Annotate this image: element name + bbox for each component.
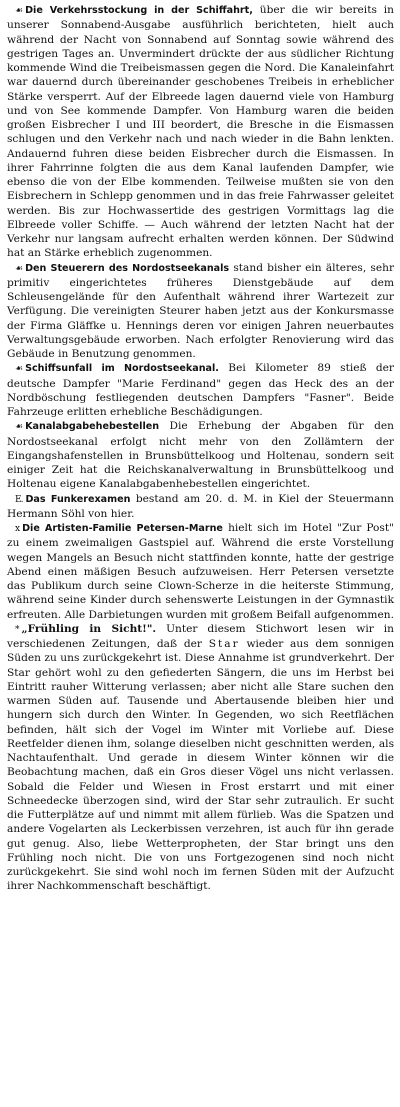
- article-steuerer: [7, 261, 394, 362]
- article-body-part: Unter diesem Stichwort lesen wir in verschiedenen Zeitungen, daß der: [7, 622, 394, 650]
- article-headline: Das Funkerexamen: [25, 493, 131, 505]
- article-body: über die wir bereits in unserer Sonnabend-Ausgabe ausführlich berichteten, hielt auch während der Nacht von Sonnabend auf Sonntag sowie während des gestrigen Tages an. Unvermindert drückte der aus südlicher Richtung kommende Wind die Treibeismassen gegen die Nord. Die Kanaleinfahrt war dauernd durch übereinander geschobenes Treibeis in erheblicher Stärke versperrt. Auf der Elbreede lagen dauernd viele von Hamburg und von See kommende Dampfer. Von Hamburg waren die beiden großen Eisbrecher I und III beordert, die Bresche in die Eismassen schlugen und den Verkehr nach und nach wieder in die Bahn lenkten. Andauernd fuhren diese beiden Eisbrecher durch die Eismassen. In ihrer Fahrrinne folgten die aus dem Kanal laufenden Dampfer, wie ebenso die von der Elbe kommenden. Teilweise mußten sie von den Eisbrechern in Schlepp genommen und in das freie Fahrwasser geleitet werden. Bis zur Hochwassertide des gestrigen Vormittags lag die Elbreede voller Schiffe. — Auch während der letzten Nacht hat der Verkehr nur langsam aufrecht erhalten werden können. Der Südwind hat an Stärke erheblich zugenommen.: [7, 4, 395, 260]
- article-funkerexamen: [7, 492, 394, 522]
- article-headline: Die Artisten-Familie Petersen-Marne: [22, 523, 223, 534]
- article-verkehrsstockung: [7, 3, 394, 261]
- ornament-icon: ☙: [15, 422, 23, 433]
- article-body: bestand am 20. d. M. in Kiel der Steuermann Hermann Söhl von hier.: [7, 492, 394, 520]
- article-headline: Die Verkehrsstockung in der Schiffahrt,: [25, 5, 253, 16]
- article-artisten: [7, 521, 394, 622]
- article-marker: x: [15, 524, 20, 534]
- article-fruehling: [7, 622, 394, 894]
- article-marker: *: [15, 624, 19, 635]
- article-headline: Schiffsunfall im Nordostseekanal.: [25, 363, 219, 375]
- article-body: stand bisher ein älteres, sehr primitiv eingerichtetes früheres Dienstgebäude auf dem Schleusengelände für den Aufenthalt während ihrer Wartezeit zur Verfügung. Die vereinigten Steurer haben jetzt aus der Konkursmasse der Firma Gläffke u. Hennings deren vor einigen Jahren neuerbautes Verwaltungsgebäude erworben. Nach erfolgter Renovierung wird das Gebäude in Benutzung genommen.: [7, 261, 395, 360]
- article-kanalabgaben: [7, 419, 394, 491]
- article-body: Die Erhebung der Abgaben für den Nordostseekanal erfolgt nicht mehr von den Zollämtern der Eingangshafenstellen in Brunsbüttelkoog und Holtenau, sondern seit einiger Zeit hat die Reichskanalverwaltung in Brunsbüttelkoog und Holtenau eigene Kanalabgabenhebestellen eingerichtet.: [7, 420, 394, 491]
- article-marker: E.: [15, 494, 23, 505]
- article-headline: „Frühling in Sicht!".: [21, 622, 157, 635]
- ornament-icon: ☙: [15, 6, 23, 16]
- article-schiffsunfall: [7, 361, 394, 419]
- article-headline: Den Steuerern des Nordostseekanals: [25, 262, 230, 274]
- article-body: Bei Kilometer 89 stieß der deutsche Dampfer "Marie Ferdinand" gegen das Heck des an der Nordböschung festliegenden deutschen Dampfers "Fasner". Beide Fahrzeuge erlitten erhebliche Beschädigungen.: [7, 362, 394, 418]
- ornament-icon: ☙: [15, 364, 23, 375]
- article-headline: Kanalabgabehebestellen: [25, 421, 160, 433]
- article-body-part: wieder aus dem sonnigen Süden zu uns zurückgekehrt ist. Diese Annahme ist grundverkehrt. Der Star gehört wohl zu den gefiederten Sängern, die uns im Herbst bei Eintritt rauher Witterung verlassen; aber nicht alle Stare suchen den warmen Süden auf. Tausende und Abertausende bleiben hier und hungern sich durch den Winter. In Gegenden, wo sich Reetflächen befinden, hält sich der Vogel im Winter mit Vorliebe auf. Diese Reetfelder dienen ihm, solange dieselben nicht geschnitten werden, als Nachtaufenthalt. Und gerade in diesem Winter können wir die Beobachtung machen, daß ein Gros dieser Vögel uns nicht verlassen. Sobald die Felder und Wiesen in Frost erstarrt und mit einer Schneedecke überzogen sind, wird der Star sehr zutraulich. Er sucht die Futterplätze auf und nimmt mit allem fürlieb. Was die Spatzen und andere Vogelarten als Leckerbissen verzehren, ist auch für ihn gerade gut genug. Also, liebe Wetterpropheten, der Star bringt uns den Frühling noch nicht. Die von uns Fortgezogenen sind noch nicht zurückgekehrt. Sie sind wohl noch im fernen Süden mit der Aufzucht ihrer Nachkommenschaft beschäftigt.: [7, 638, 395, 893]
- article-body: hielt sich im Hotel "Zur Post" zu einem zweimaligen Gastspiel auf. Während die erste Vorstellung wegen Mangels an Besuch nicht stattfinden konnte, hatte der gestrige Abend einen mäßigen Besuch aufzuweisen. Herr Petersen versetzte das Publikum durch seine Clown-Scherze in die heiterste Stimmung, während seine Kinder durch sehenswerte Leistungen in der Gymnastik erfreuten. Alle Darbietungen wurden mit großem Beifall aufgenommen.: [7, 522, 394, 621]
- spaced-word: Star: [208, 638, 240, 650]
- ornament-icon: ☙: [15, 263, 23, 274]
